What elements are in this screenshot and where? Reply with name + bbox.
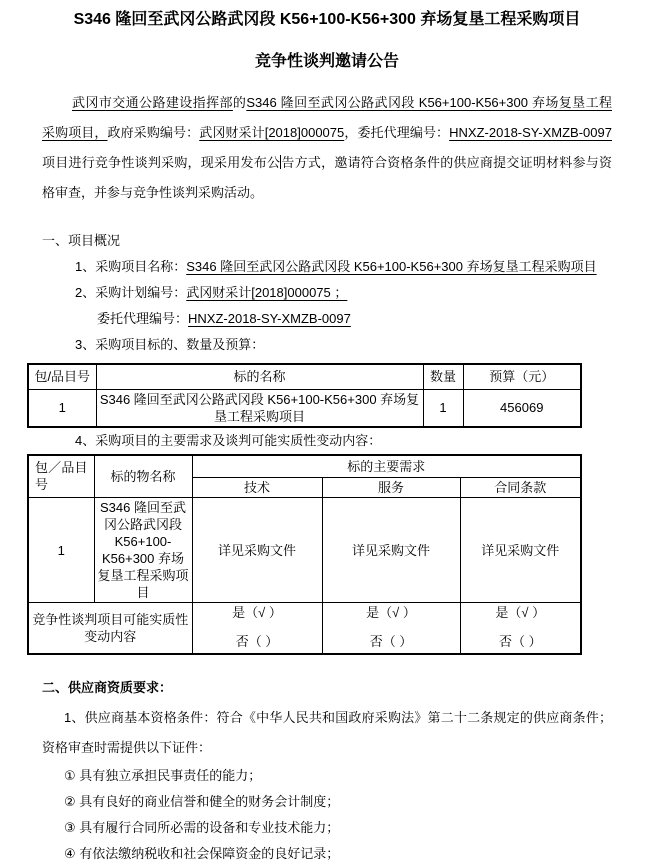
no-option: 否（ ） [235, 634, 279, 650]
cell-technical: 详见采购文件 [192, 498, 322, 603]
cell-contract-terms: 详见采购文件 [460, 498, 581, 603]
item-label: 2、采购计划编号： [75, 285, 187, 300]
col-header-technical: 技术 [192, 478, 322, 498]
col-header-subject-name: 标的名称 [96, 364, 423, 389]
cell-change-contract [460, 603, 581, 654]
intro-paragraph [42, 88, 612, 208]
budget-table [27, 363, 582, 428]
purchaser-name: 武冈市交通公路建设指挥部 [72, 95, 233, 110]
item-requirements-intro: 4、采购项目的主要需求及谈判可能实质性变动内容： [75, 432, 382, 448]
section1-heading: 一、项目概况 [42, 233, 121, 248]
credential-item-2: ② 具有良好的商业信誉和健全的财务会计制度； [64, 793, 340, 809]
col-header-main-requirements: 标的主要需求 [192, 455, 581, 478]
yes-option: 是（√ ） [232, 605, 282, 621]
col-header-quantity: 数量 [423, 364, 463, 389]
cell-budget: 456069 [463, 389, 581, 427]
col-header-contract-terms: 合同条款 [460, 478, 581, 498]
col-header-budget: 预算（元） [463, 364, 581, 389]
yes-option: 是（√ ） [495, 605, 546, 621]
col-header-service: 服务 [322, 478, 460, 498]
cell-change-technical [192, 603, 322, 654]
intro-text: 告方式，邀请符合资格条件的供应商提交证明材料参与资格审查，并参与竞争性谈判采购活动。 [42, 155, 612, 200]
requirements-table [27, 454, 582, 655]
credential-item-1: ① 具有独立承担民事责任的能力； [64, 767, 262, 783]
document-title: S346 隆回至武冈公路武冈段 K56+100-K56+300 弃场复垦工程采购项目 [73, 11, 581, 28]
cell-change-label: 竞争性谈判项目可能实质性变动内容 [28, 603, 192, 654]
intro-text: ，委托代理编号： [344, 125, 450, 140]
project-name: S346 隆回至武冈公路武冈段 K56+100-K56+300 弃场复垦工程采购项目， [42, 95, 612, 140]
item-plan-number [75, 280, 612, 306]
table-header-row [28, 364, 581, 389]
cell-subject-name: S346 隆回至武冈公路武冈段 K56+100-K56+300 弃场复垦工程采购项目 [96, 389, 423, 427]
cell-change-service [322, 603, 460, 654]
intro-text: 的 [232, 95, 247, 110]
item-value: 武冈财采计[2018]000075 ； [186, 285, 348, 300]
table-row [28, 389, 581, 427]
no-option: 否（ ） [498, 634, 542, 650]
item-label: 1、采购项目名称： [75, 259, 187, 274]
document-subtitle: 竞争性谈判邀请公告 [254, 53, 399, 70]
table-row-substantive-change [28, 603, 581, 654]
item-label: 委托代理编号： [97, 311, 189, 326]
credential-item-4: ④ 有依法缴纳税收和社会保障资金的良好记录； [64, 845, 340, 861]
cell-package-id: 1 [28, 389, 96, 427]
no-option: 否（ ） [369, 634, 413, 650]
col-header-subject-name: 标的物名称 [94, 455, 192, 498]
cell-package-id: 1 [28, 498, 94, 603]
item-value: HNXZ-2018-SY-XMZB-0097 [188, 311, 351, 326]
col-header-package-id: 包／品目号 [28, 455, 94, 498]
supplier-qualification-paragraph: 1、供应商基本资格条件：符合《中华人民共和国政府采购法》第二十二条规定的供应商条件；资格审查时需提供以下证件： [42, 709, 612, 755]
item-budget-intro: 3、采购项目标的、数量及预算： [75, 337, 265, 352]
cell-service: 详见采购文件 [322, 498, 460, 603]
procurement-plan-number: 武冈财采计[2018]000075 [199, 125, 345, 140]
table-header-row [28, 455, 581, 478]
item-agency-number [97, 306, 612, 332]
item-project-name [75, 254, 612, 280]
intro-text: 项目进行竞争性谈判采购，现采用发布公 [42, 155, 281, 170]
credential-item-3: ③ 具有履行合同所必需的设备和专业技术能力； [64, 819, 340, 835]
yes-option: 是（√ ） [366, 605, 416, 621]
cell-subject-name: S346 隆回至武冈公路武冈段 K56+100-K56+300 弃场复垦工程采购项目 [94, 498, 192, 603]
col-header-package-id: 包/品目号 [28, 364, 96, 389]
table-row [28, 498, 581, 603]
cell-quantity: 1 [423, 389, 463, 427]
item-value: S346 隆回至武冈公路武冈段 K56+100-K56+300 弃场复垦工程采购项目 [186, 259, 597, 274]
section2-heading: 二、供应商资质要求： [42, 679, 173, 695]
agency-number: HNXZ-2018-SY-XMZB-0097 [449, 125, 612, 140]
intro-text: 政府采购编号： [107, 125, 200, 140]
